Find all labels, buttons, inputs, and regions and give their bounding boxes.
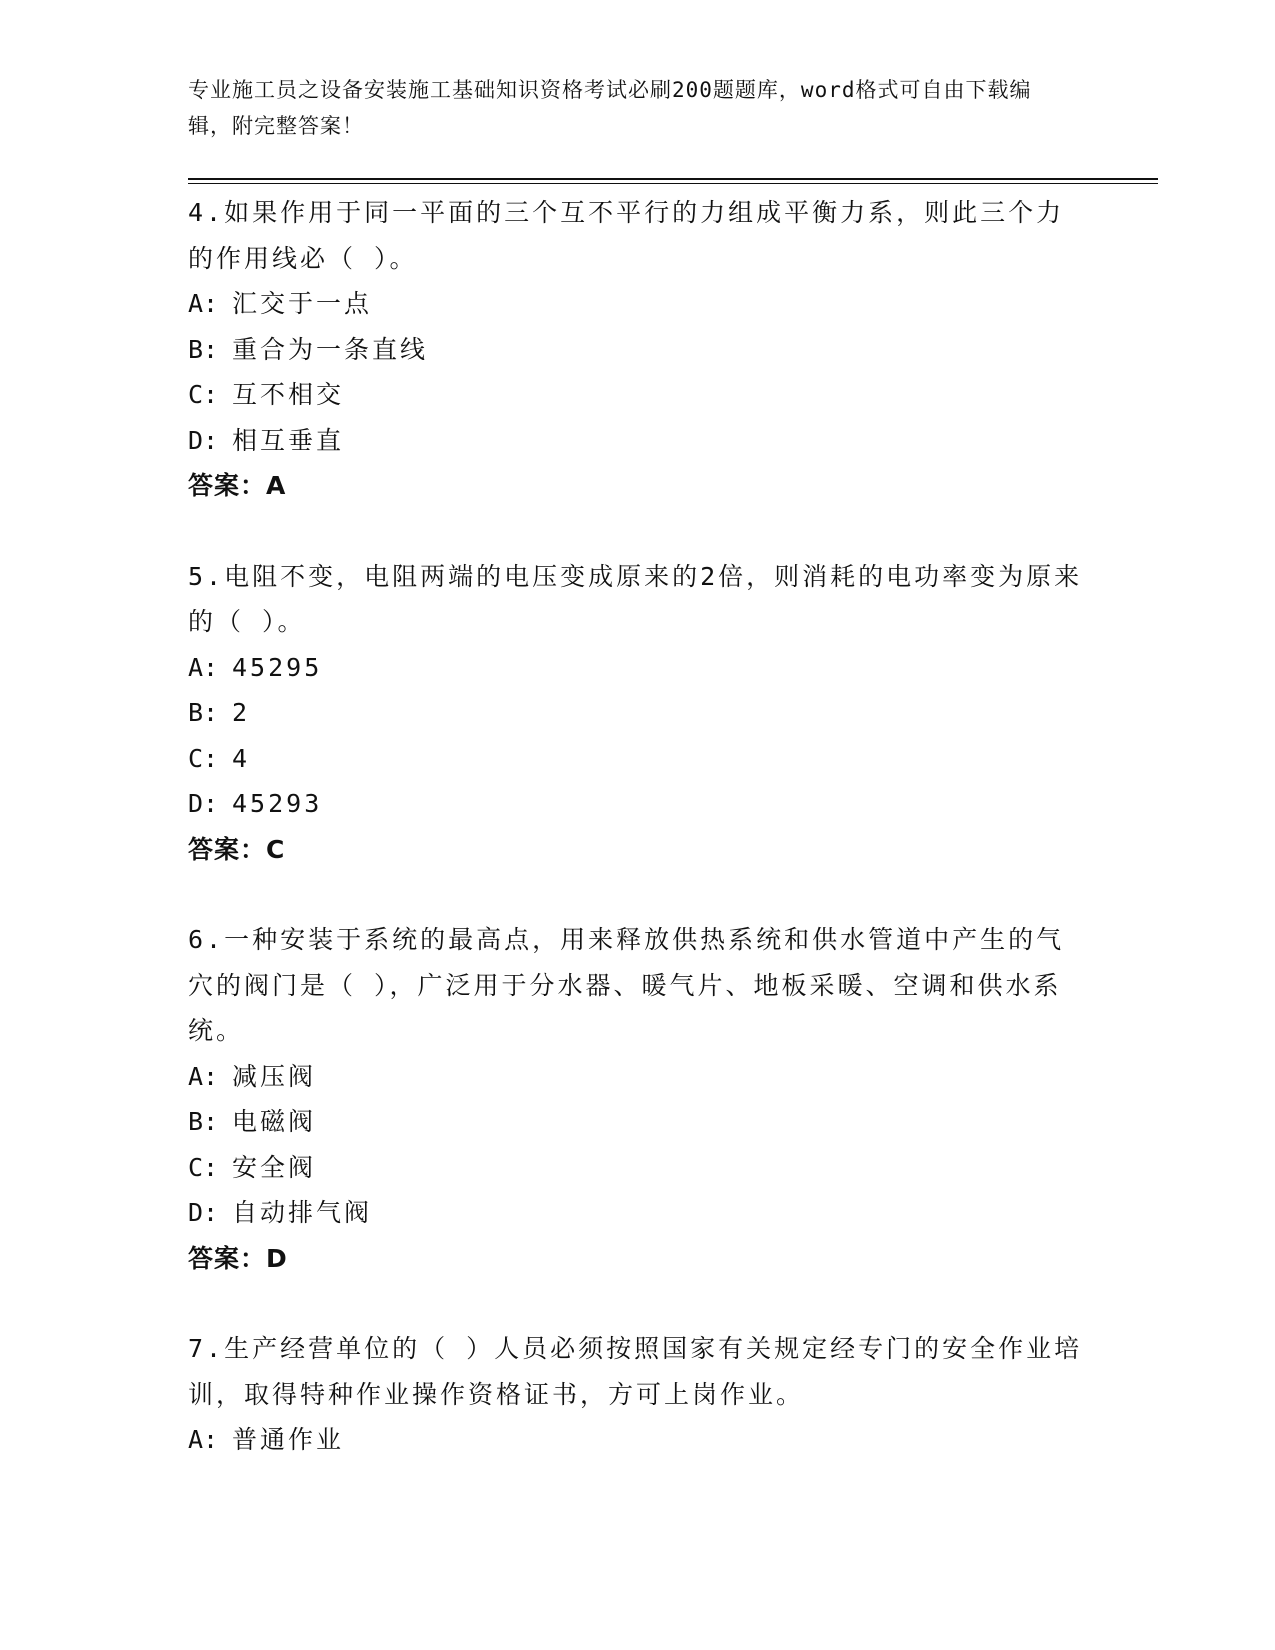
option-letter: C:	[188, 1152, 219, 1182]
option-letter: B:	[188, 698, 219, 727]
option-text: 相互垂直	[232, 425, 345, 455]
question-list	[188, 190, 1088, 1463]
option-text: 互不相交	[232, 380, 345, 409]
question-7	[188, 1326, 1088, 1463]
answer-label: 答案：D	[188, 1243, 288, 1273]
option-b	[188, 690, 1088, 736]
option-letter: A:	[188, 1425, 219, 1454]
option-c	[188, 1145, 1088, 1191]
option-text: 减压阀	[232, 1061, 317, 1091]
document-header: 专业施工员之设备安装施工基础知识资格考试必刷200题题库，word格式可自由下载编辑，附完整答案！	[188, 78, 1032, 138]
option-text: 2	[232, 698, 251, 727]
option-a	[188, 1054, 1088, 1100]
option-text: 45293	[232, 789, 323, 818]
question-text: 4.如果作用于同一平面的三个互不平行的力组成平衡力系，则此三个力的作用线必（ ）。	[188, 198, 1065, 273]
header-divider-thick	[188, 178, 1158, 180]
option-letter: D:	[188, 1198, 219, 1227]
option-letter: A:	[188, 1061, 219, 1091]
option-letter: C:	[188, 743, 219, 773]
question-text: 6.一种安装于系统的最高点，用来释放供热系统和供水管道中产生的气穴的阀门是（ ），广泛用于分水器、暖气片、地板采暖、空调和供水系统。	[188, 925, 1065, 1045]
option-text: 4	[232, 743, 251, 773]
option-a	[188, 645, 1088, 691]
option-a	[188, 1417, 1088, 1463]
question-4	[188, 190, 1088, 509]
header-divider-thin	[188, 183, 1158, 184]
option-text: 汇交于一点	[232, 289, 373, 318]
question-5	[188, 554, 1088, 873]
option-text: 安全阀	[232, 1152, 317, 1182]
option-letter: D:	[188, 789, 219, 818]
question-text: 5.电阻不变，电阻两端的电压变成原来的2倍，则消耗的电功率变为原来的（ ）。	[188, 561, 1083, 636]
option-c	[188, 736, 1088, 782]
option-text: 自动排气阀	[232, 1198, 373, 1227]
option-c	[188, 372, 1088, 418]
question-text: 7.生产经营单位的（ ）人员必须按照国家有关规定经专门的安全作业培训，取得特种作业操作资格证书，方可上岗作业。	[188, 1334, 1083, 1409]
option-letter: D:	[188, 425, 219, 455]
answer-label: 答案：A	[188, 471, 287, 500]
option-letter: C:	[188, 380, 219, 409]
option-d	[188, 1190, 1088, 1236]
option-b	[188, 1099, 1088, 1145]
option-letter: B:	[188, 334, 219, 364]
question-6	[188, 917, 1088, 1281]
option-b	[188, 327, 1088, 373]
option-d	[188, 418, 1088, 464]
option-letter: A:	[188, 289, 219, 318]
option-letter: B:	[188, 1107, 219, 1136]
option-text: 45295	[232, 652, 323, 682]
option-text: 普通作业	[232, 1425, 345, 1454]
option-text: 重合为一条直线	[232, 334, 429, 364]
option-a	[188, 281, 1088, 327]
option-d	[188, 781, 1088, 827]
answer-label: 答案：C	[188, 834, 286, 864]
option-letter: A:	[188, 652, 219, 682]
option-text: 电磁阀	[232, 1107, 317, 1136]
